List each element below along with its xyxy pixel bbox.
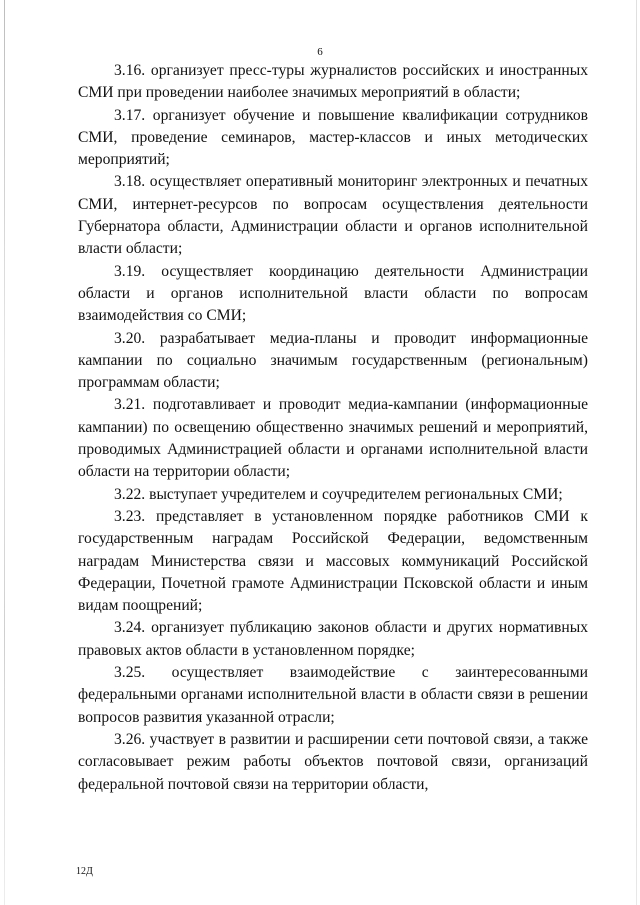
- paragraph-3-25: 3.25. осуществляет взаимодействие с заинтересованными федеральными органами исполнительной власти в области связи в решении вопросов развития указанной отрасли;: [78, 664, 588, 726]
- paragraph-3-18: 3.18. осуществляет оперативный мониторинг электронных и печатных СМИ, интернет-ресурсов по вопросам осуществления деятельности Губернатора области, Администрации области и органов исполнительной власти области;: [78, 173, 588, 258]
- paragraph-3-19: 3.19. осуществляет координацию деятельности Администрации области и органов исполнительной власти области по вопросам взаимодействия со СМИ;: [78, 262, 588, 325]
- paragraph-3-17: 3.17. организует обучение и повышение квалификации сотрудников СМИ, проведение семинаров, мастер-классов и иных методических мероприятий;: [78, 106, 588, 169]
- scan-edge-right: [636, 0, 637, 905]
- paragraph-3-24: 3.24. организует публикацию законов области и других нормативных правовых актов области в установленном порядке;: [78, 619, 588, 659]
- scan-edge-left: [4, 0, 5, 905]
- footer-code: 12Д: [76, 866, 93, 877]
- paragraph-3-22: 3.22. выступает учредителем и соучредителем региональных СМИ;: [114, 485, 563, 503]
- paragraph-3-26: 3.26. участвует в развитии и расширении сети почтовой связи, а также согласовывает режим работы объектов почтовой связи, организаций федеральной почтовой связи на территории области,: [78, 730, 588, 793]
- paragraph-3-20: 3.20. разрабатывает медиа-планы и проводит информационные кампании по социально значимым государственным (региональным) программам области;: [78, 329, 588, 392]
- paragraph-3-23: 3.23. представляет в установленном порядке работников СМИ к государственным наградам Российской Федерации, ведомственным наградам Министерства связи и массовых коммуникаций Российской Федерации, Почетной грамоте Администрации Псковской области и иным видам поощрений;: [78, 507, 588, 615]
- paragraph-3-16: 3.16. организует пресс-туры журналистов российских и иностранных СМИ при проведении наиболее значимых мероприятий в области;: [78, 62, 588, 102]
- document-body: [78, 60, 588, 796]
- paragraph-3-21: 3.21. подготавливает и проводит медиа-кампании (информационные кампании) по освещению общественно значимых решений и мероприятий, проводимых Администрацией области и органами исполнительной власти области на территории области;: [78, 396, 588, 481]
- page-number: 6: [317, 46, 323, 58]
